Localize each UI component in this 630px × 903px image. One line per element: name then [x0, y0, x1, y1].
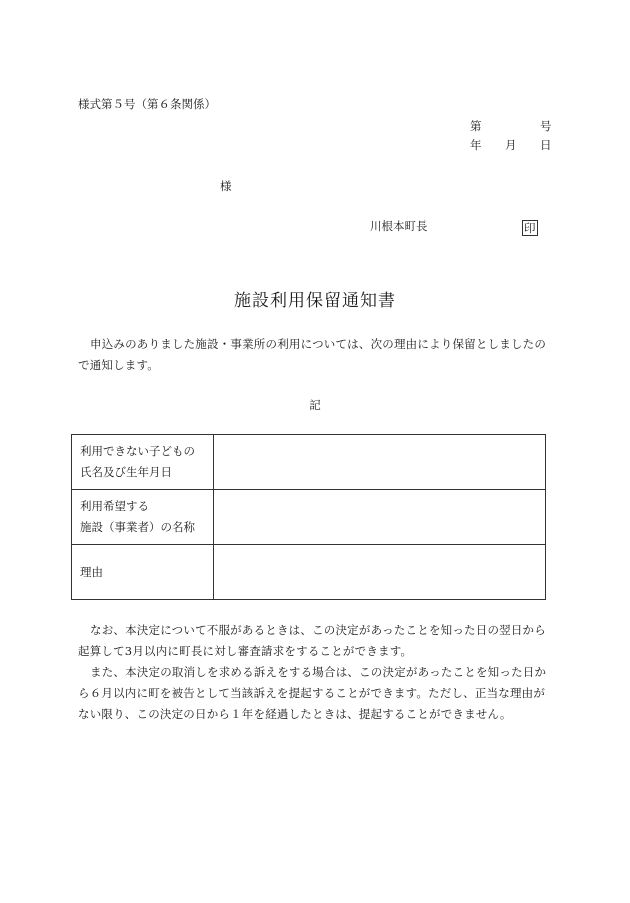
ki-heading: 記 — [309, 398, 321, 412]
issuer-name: 川根本町長 — [370, 219, 428, 233]
table-row — [72, 435, 546, 490]
table-row — [72, 545, 546, 600]
row-label — [72, 490, 214, 545]
date-year: 年 — [470, 138, 482, 152]
seal-mark — [522, 217, 538, 236]
document-title: 施設利用保留通知書 — [234, 291, 396, 311]
addressee-suffix: 様 — [220, 179, 232, 193]
row-label — [72, 435, 214, 490]
label-line: 利用希望する — [80, 499, 149, 513]
label-line: 理由 — [80, 564, 103, 579]
doc-number-dai: 第 — [470, 119, 482, 133]
row-value — [214, 545, 546, 600]
label-line: 施設（事業者）の名称 — [80, 520, 195, 534]
doc-number-go: 号 — [540, 119, 552, 133]
row-value — [214, 435, 546, 490]
date-month: 月 — [505, 138, 517, 152]
note-lawsuit: また、本決定の取消しを求める訴えをする場合は、この決定があったことを知った日から６月以内に町を被告として当該訴えを提起することができます。ただし、正当な理由がない限り、この決定の日から１年を経過したときは、提起することができません。 — [78, 665, 547, 721]
info-table — [71, 434, 546, 600]
row-value — [214, 490, 546, 545]
row-label — [72, 545, 214, 600]
note-appeal: なお、本決定について不服があるときは、この決定があったことを知った日の翌日から起算して3月以内に町長に対し審査請求をすることができます。 — [78, 623, 546, 658]
label-line: 利用できない子どもの — [80, 444, 195, 458]
intro-paragraph: 申込みのありました施設・事業所の利用については、次の理由により保留としましたので通知します。 — [78, 337, 547, 372]
seal-label: 印 — [524, 221, 536, 235]
label-line: 氏名及び生年月日 — [80, 465, 172, 479]
date-day: 日 — [540, 138, 552, 152]
table-row — [72, 490, 546, 545]
form-number: 様式第５号（第６条関係） — [78, 97, 216, 111]
